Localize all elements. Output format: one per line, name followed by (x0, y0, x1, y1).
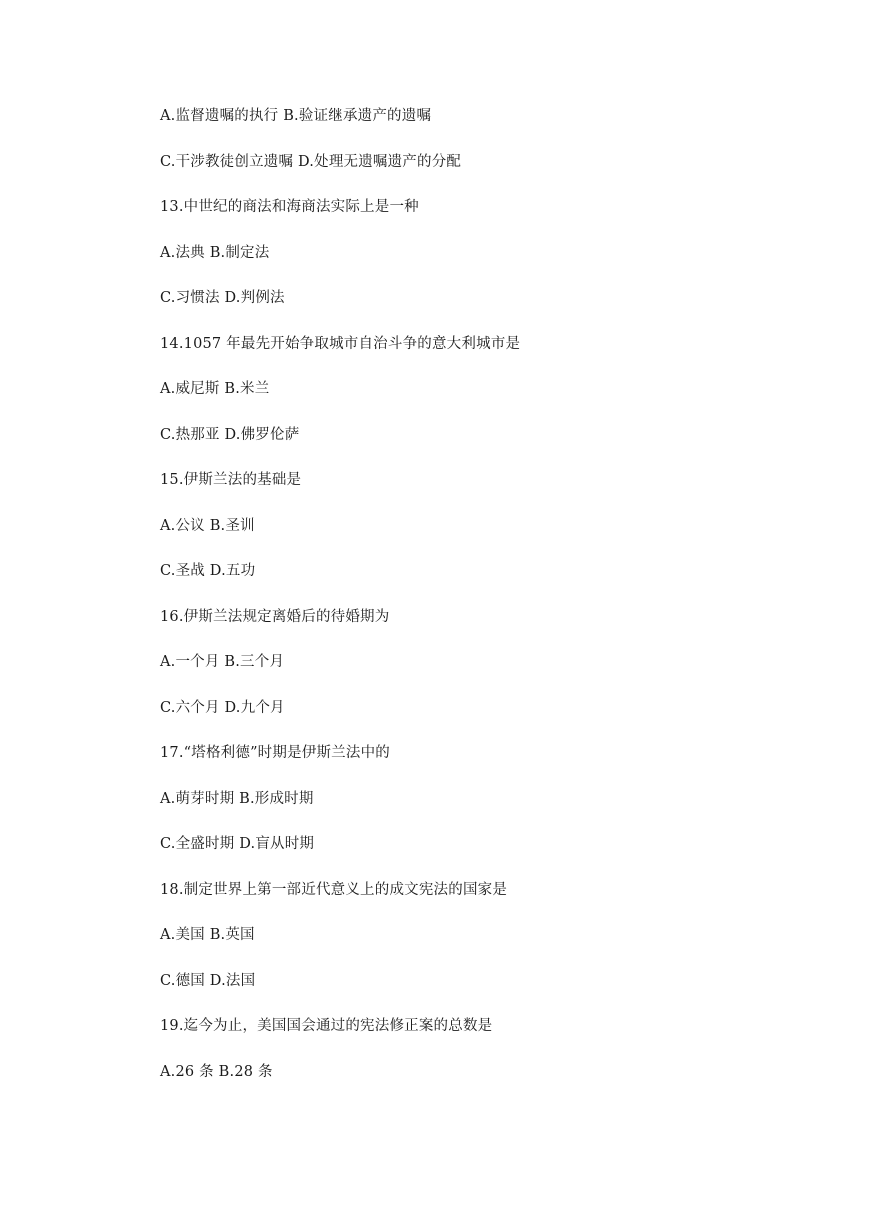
option-line: A.公议 B.圣训 (160, 517, 255, 534)
option-line: A.一个月 B.三个月 (160, 654, 285, 670)
option-line: C.干涉教徒创立遗嘱 D.处理无遗嘱遗产的分配 (160, 153, 462, 170)
question-line: 18.制定世界上第一部近代意义上的成文宪法的国家是 (160, 881, 508, 898)
option-line: A.萌芽时期 B.形成时期 (160, 790, 314, 807)
question-line: 19.迄今为止，美国国会通过的宪法修正案的总数是 (160, 1018, 493, 1034)
option-line: A.威尼斯 B.米兰 (160, 381, 270, 397)
option-line: A.26 条 B.28 条 (160, 1063, 273, 1080)
option-line: C.热那亚 D.佛罗伦萨 (160, 426, 300, 443)
option-line: A.法典 B.制定法 (160, 244, 270, 261)
question-list (160, 104, 800, 1105)
option-line: C.六个月 D.九个月 (160, 699, 285, 716)
question-line: 15.伊斯兰法的基础是 (160, 472, 302, 488)
option-line: C.德国 D.法国 (160, 972, 256, 989)
option-line: C.全盛时期 D.盲从时期 (160, 836, 315, 852)
question-line: 13.中世纪的商法和海商法实际上是一种 (160, 199, 419, 215)
question-line: 14.1057 年最先开始争取城市自治斗争的意大利城市是 (160, 335, 521, 352)
option-line: A.监督遗嘱的执行 B.验证继承遗产的遗嘱 (160, 108, 432, 124)
option-line: C.习惯法 D.判例法 (160, 290, 285, 306)
question-line: 16.伊斯兰法规定离婚后的待婚期为 (160, 608, 390, 625)
question-line: 17.“塔格利德”时期是伊斯兰法中的 (160, 745, 390, 761)
option-line: A.美国 B.英国 (160, 927, 255, 943)
option-line: C.圣战 D.五功 (160, 563, 256, 579)
